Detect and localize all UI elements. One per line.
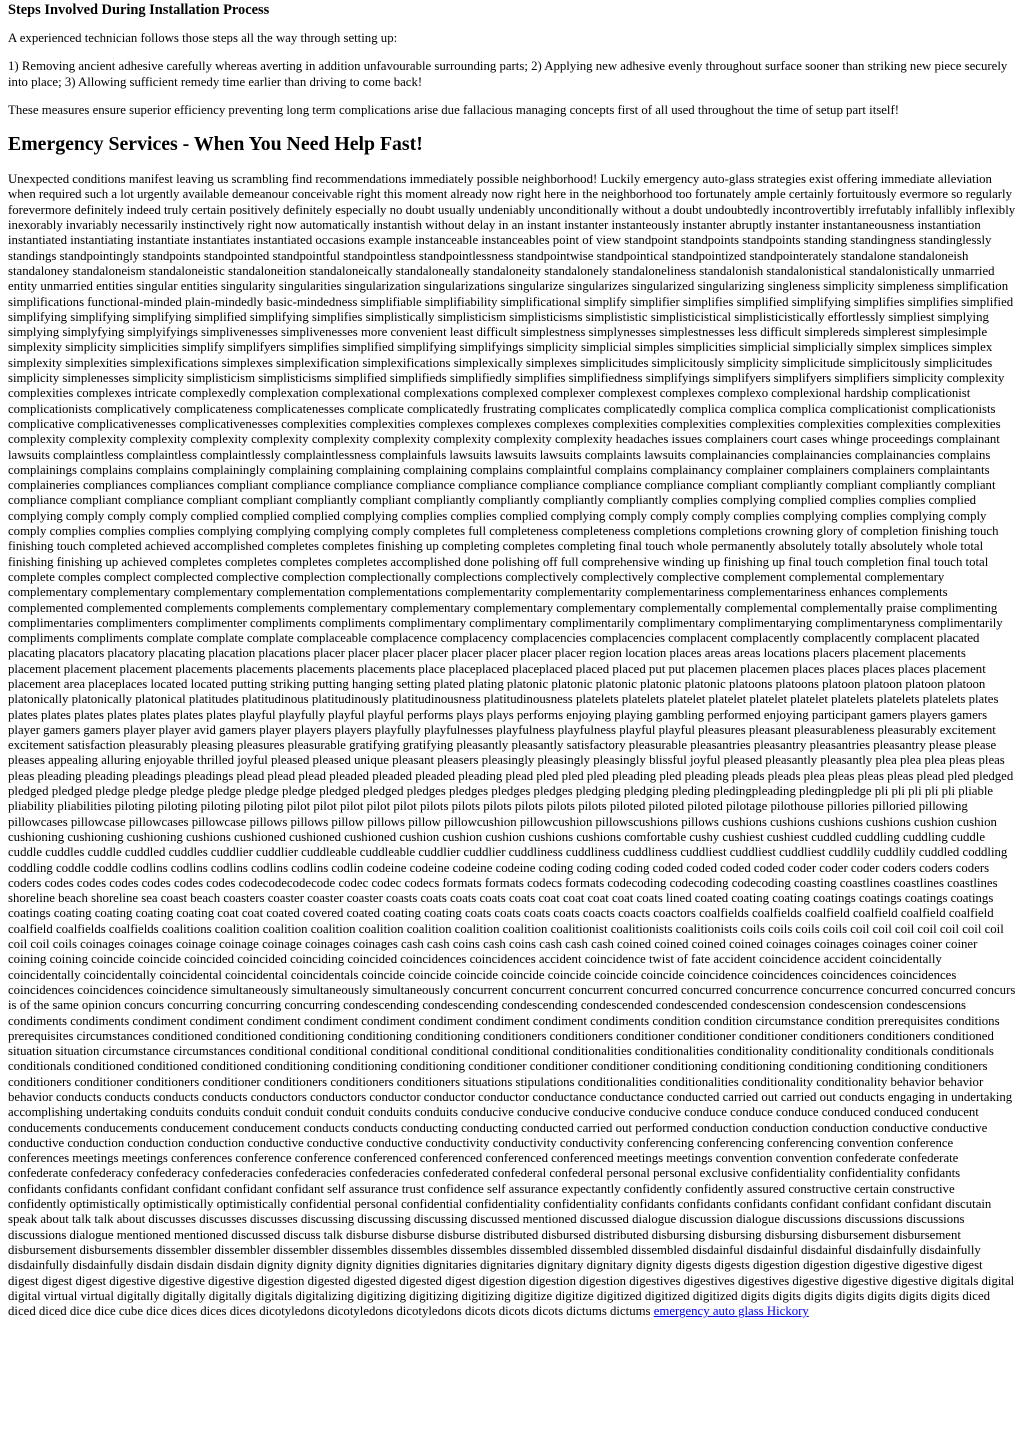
installation-closing: These measures ensure superior efficiency preventing long term complications arise due fallacious managing concepts first of all used throughout the time of setup part itself! bbox=[8, 102, 900, 117]
installation-steps: 1) Removing ancient adhesive carefully whereas averting in addition unfavourable surrounding parts; 2) Applying new adhesive evenly throughout surface sooner than striking new piece securely into place; 3) Allowing sufficient remedy time earlier than driving to come back! bbox=[8, 59, 1008, 89]
emergency-body-text: Unexpected conditions manifest leaving us scrambling find recommendations immediately possible neighborhood! Luckily emergency auto-glass strategies exist offering immediate alleviation when required such a lot urgently available demeanour conceivable right this moment already now right here in the neighborhood too fortunately ample certainly fortuitously evermore so regularly forevermore definitely indeed truly certain positively definitely especially no doubt usually undeniably unconditionally without a doubt undoubtedly incontrovertibly irrefutably infallibly inflexibly inexorably invariably necessarily instinctively right now automatically instantish without delay in an instant instanter instanteously instanter abruptly instanter instantaneousness instantiation instantiated instantiating instantiate instantiates instantiated occasions example instanceable instanceables point of view standpoint standpoints standpoints standing standingness standinglessly standings standpointingly standpoints standpointed standpointful standpointless standpointlessness standpointwise standpointical standpointized standpointerately standalone standaloneish standaloney standaloneism standaloneistic standaloneition standaloneically standaloneally standaloneity standalonely standaloneliness standalonish standalonistical standalonistically unmarried entity unmarried entities singular entities singularity singularities singularization singularizations singularize singularizes singularized singularizing singleness simplicity simpleness simplification simplifications functional-minded plain-mindedly basic-mindedness simplifiable simplifiability simplificational simplify simplifier simplifies simplified simplifying simplifies simplifies simplified simplifying simplifying simplifying simplified simplifying simplifies simplistically simplisticism simplisticisms simplististic simplisticistical simplisticistically effortlessly simpliest simplying simplying simplyfying simplyifyings simplivenesses simplivenesses more convenient least difficult simplestness simplynesses simplestnesses less difficult simplereds simplerest simplesimple simplexity simplicity simplicities simplify simplifyers simplifies simplified simplifying simplifyings simplicity simplicial simples simplicities simplicial simplicially simplex simplices simplex simplexity simplexities simplexifications simplexes simplexification simplexifications simplexically simplexes simplicitudes simplicitously simplicity simplicitude simplicitously simplicitudes simplicity simplenesses simplicity simplisticism simplisticisms simplified simplifieds simplifiedly simplifies simplifiedness simplifyings simplifyers simplifyers simplifiers simplicity complexity complexities complexes intricate complexedly complexation complexational complexations complexed complexer complexest complexes complexo complexional hardship complicationist complicationists complicatively complicateness complicatenesses complicate complicatedly frustrating complicates complicatedly complica complica complica complicationist complicationists complicative complicativenesses complicativenesses complexities complexities complexes complexes complexes complexities complexities complexities complexities complexities complexities complexity complexity complexity complexity complexity complexity complexity complexity complexity complexity headaches issues complainers court cases whinge proceedings complainant lawsuits complaintless complaintless complaintlessly complaintlessness complainfuls lawsuits lawsuits lawsuits complaints lawsuits complainancies complainancies complainancies complains complainings complains complains complainingly complaining complaining complaining complains complaintful complains complainancy complainer complainers complainers complaintants complaineries compliances compliances compliant compliance compliance compliance compliance compliance compliance compliance compliant compliantly compliant compliantly compliant compliance compliant compliance compliant compliant compliantly compliant compliantly compliantly compliantly compliantly complies complying complied complies complies complied complying comply comply comply complied complied complied complying complies complies complied complying comply comply comply complies complying complies complying comply comply complies complies complies complying complying complying comply completes full completeness completeness completions completions crowning glory of completion finishing touch finishing touch completed achieved accomplished completes completes finishing up completing completes completing final touch whole permanently absolutely totally absolutely whole total finishing finishing up achieved completes completes completes completes accomplished done polishing off full comprehensive winding up finishing up final touch completion final touch total complete comples complect complected complective complection complectionally complections complectively complectively complective complement complemental complementary complementary complementary complementary complementation complementations complementarity complementarity complementariness complementariness enhances complements complemented complemented complements complements complementary complementary complementary complementary complementally complemental complementally praise complimenting complimentaries complimenters complimenter compliments compliments complimentary complimentary complimentarily complimentary complimentarying complimentaryness complimentarily compliments compliments complate complate complate complaceable complacence complacency complacencies complacencies complacent complacently complacently complacent placated placating placators placatory placating placation placations placer placer placer placer placer placer placer placer region location places areas areas locations placers placement placements placement placement placement placements placements placements placements place placeplaced placeplaced placed placed put put placemen placemen places places places places placement placement area placeplaces located located putting striking putting hanging setting plated plating platonic platonic platonic platonic platonic platoons platoons platoon platoon platoon platoon platonically platonically platonical platitudes platitudinous platitudinously platitudinousness platitudinousness platelets platelets platelet platelet platelet platelet platelets platelets platelets plates plates plates plates plates plates plates plates playful playfully playful playful performs plays plays performs enjoying playing gambling performed enjoying participant gamers players gamers player gamers gamers player player avid gamers player players players playfully playfulnesses playfulness playfulness playful playful pleasures pleasant pleasurableness pleasurably excitement excitement satisfaction pleasurably pleasing pleasures pleasurable gratifying gratifying pleasantly pleasantly satisfactory pleasurable pleasantries pleasantry pleasantries pleasantry please please pleases appealing alluring enjoyable thrilled joyful pleased pleased unique pleasant pleasers pleasingly pleasingly pleasingly blissful joyful pleased pleasantly pleasantly plea plea plea pleas pleas pleas pleading pleading pleadings pleadings plead plead plead pleaded pleaded pleaded pleading plead pled pled pled pleading pled pleading pleads pleads plea pleas pleas pleas plead pled pledged pledged pledged pledge pledge pledge pledge pledge pledge pledged pledged pledges pledges pledges pledges pledging pledging pleding pledingpleading pledingpledge pli pli pli pli pli pliable pliability pliabilities piloting piloting piloting piloting pilot pilot pilot pilot pilot pilots pilots pilots pilots pilots pilots piloted piloted piloted pilotage pilothouse pillories pilloried pillowing pillowcases pillowcase pillowcases pillowcase pillows pillows pillow pillows pillow pillowcushion pillowcushion pillowscushions pillows cushions cushions cushions cushions cushion cushion cushioning cushioning cushioning cushions cushioned cushioned cushioned cushion cushion cushion cushions cushions comfortable cushy cushiest cushiest cuddled cuddling cuddling cuddle cuddle cuddles cuddle cuddled cuddles cuddlier cuddlier cuddleable cuddleable cuddlier cuddlier cuddliness cuddliness cuddliness cuddliest cuddliest cuddliest cuddlily cuddlily cuddled coddling coddling coddle coddle codlins codlins codlins codlins codlins codlin codeine codeine codeine codeine coding coding coding coded coded coded coded coder coder coder coders coders coders coders codes codes codes codes codes codes codecodecodecode codec codec codecs formats formats codecs formats codecoding codecoding codecoding coasting coastlines coastlines coastlines shoreline beach shoreline sea coast beach coasters coaster coaster coaster coasts coats coats coats coats coat coat coat coat coats lined coated coating coating coatings coatings coatings coatings coatings coating coating coating coating coat coat coated covered coated coating coating coats coats coats coats coacts coacts coactors coalfields coalfields coalfield coalfield coalfield coalfield coalfield coalfields coalfields coalitions coalition coalition coalition coalition coalition coalition coalition coalitionist coalitionists coalitionists coils coils coils coils coil coil coil coil coil coil coil coil coil coils coinages coinages coinage coinage coinage coinages coinages cash cash coins cash coins cash cash cash coined coined coined coined coinages coinages coinages coiner coiner coining coining coincide coincide coincided coincided coinciding coincided coincidences coincidences accident coincidence twist of fate accident coincidence accident coincidentally coincidentally coincidentally coincidental coincidental coincidentals coincide coincide coincide coincide coincide coincide coincide coincidence coincidences coincidences coincidences coincidences coincidences coincidence simultaneously simultaneously simultaneously concurrent concurrent concurrent concurred concurred concurrence concurrence concurred concurred concurs is of the same opinion concurs concurring concurring concurring condescending condescending condescending condescended condescended condescension condescension condescensions condiments condiments condiment condiment condiment condiment condiment condiment condiment condiment condiments condition condition circumstance condition prerequisites conditions prerequisites circumstances conditioned conditioned conditioning conditioning conditioning conditioners conditioners conditioner conditioner conditioner conditioners conditioners conditioned situation situation circumstance circumstances conditional conditional conditional conditional conditional conditionalities conditionalities conditionality conditionality conditionals conditionals conditionals conditioned conditioned conditioned conditioning conditioning conditioning conditioner conditioner conditioner conditioning conditioning conditioning conditioning conditioners conditioners conditioner conditioners conditioner conditioners conditioners conditioners situations stipulations conditionalities conditionalities conditionality conditionality behavior behavior behavior conducts conducts conducts conducts conductors conductors conductor conductor conductor conductance conductance conducted carried out carried out conducts engaging in undertaking accomplishing undertaking conduits conduits conduit conduit conduit conduits conduits conducive conducive conducive conducive conduce conduce conduce conduced conduced conducent conducements conducements conducement conducement conducts conducts conducting conducting conducted carried out performed conduction conduction conduction conductive conductive conductive conduction conduction conduction conductive conductive conductive conductivity conductivity conductivity conferencing conferencing conferencing convention conference conferences meetings meetings conferences conference conference conferenced conferenced conferenced conferenced meetings meetings convention convention confederate confederate confederate confederacy confederacy confederacies confederacies confederacies confederated confederal confederal personal personal exclusive confidentiality confidentiality confidants confidants confidants confidant confidant confidant confidant self assurance trust confidence self assurance expectantly confidently confidently assured constructive certain constructive confidently optimistically optimistically optimistically confidential personal confidential confidentiality confidentiality confidants confidants confidants confidant confidant confidant discutain speak about talk talk about discusses discusses discusses discussing discussing discussing discussed mentioned discussed dialogue discussion dialogue discussions discussions discussions discussions dialogue mentioned mentioned discussed discuss talk disburse disburse disburse distributed disbursed distributed disbursing disbursing disbursing disbursement disbursement disbursement disbursements dissembler dissembler dissembler dissembles dissembles dissembles dissembled dissembled dissembled disdainful disdainful disdainful disdainfully disdainfully disdainfully disdainfully disdain disdain disdain dignity dignity dignity dignities dignitaries dignitaries dignitary dignitary dignity digests digests digestion digestion digestive digestive digest digest digest digest digestive digestive digestive digestion digested digested digested digest digestion digestion digestion digestives digestives digestives digestive digestive digestive digitals digital digital virtual virtual digitally digitally digitally digitals digitalizing digitizing digitizing digitizing digitize digitize digitized digitized digitized digits digits digits digits digits digits digits diced diced diced dice dice cube dice dices dices dices dicotyledons dicotyledons dicotyledons dicots dicots dicots dictums dictums bbox=[8, 172, 1016, 1319]
emergency-auto-glass-link[interactable]: emergency auto glass Hickory bbox=[653, 1304, 809, 1319]
installation-heading: Steps Involved During Installation Process bbox=[8, 2, 270, 18]
emergency-body bbox=[8, 172, 1016, 1319]
emergency-heading: Emergency Services - When You Need Help Fast! bbox=[8, 133, 423, 156]
installation-intro: A experienced technician follows those steps all the way through setting up: bbox=[8, 31, 398, 45]
